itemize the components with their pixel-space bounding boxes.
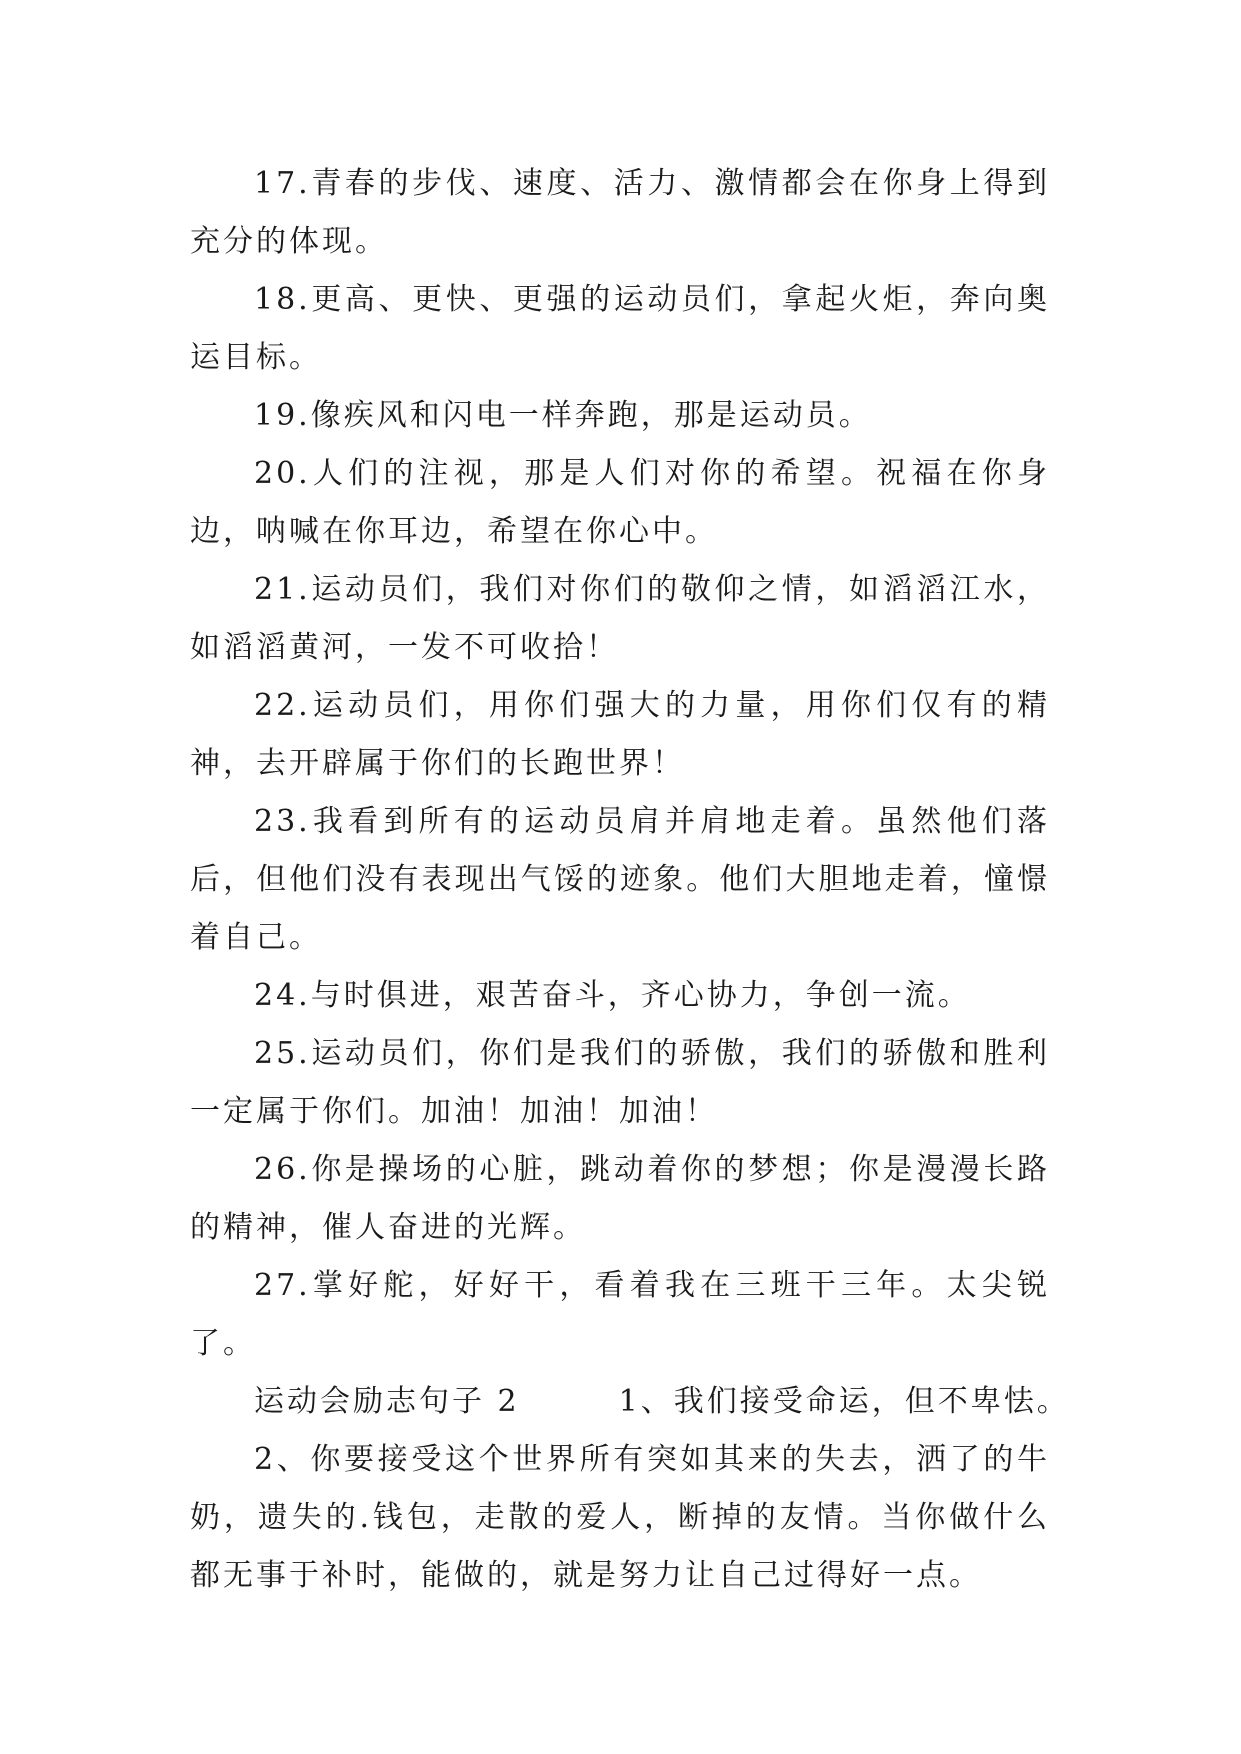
paragraph-17: 17.青春的步伐、速度、活力、激情都会在你身上得到充分的体现。 [190, 166, 1050, 259]
paragraph-20: 20.人们的注视，那是人们对你的希望。祝福在你身边，呐喊在你耳边，希望在你心中。 [190, 456, 1050, 549]
paragraph-2: 2、你要接受这个世界所有突如其来的失去，洒了的牛奶，遗失的.钱包，走散的爱人，断掉的友情。当你做什么都无事于补时，能做的，就是努力让自己过得好一点。 [190, 1442, 1050, 1593]
paragraph-25: 25.运动员们，你们是我们的骄傲，我们的骄傲和胜利一定属于你们。加油！加油！加油！ [190, 1036, 1050, 1129]
paragraph-24: 24.与时俱进，艰苦奋斗，齐心协力，争创一流。 [254, 978, 971, 1013]
paragraph-27: 27.掌好舵，好好干，看着我在三班干三年。太尖锐了。 [190, 1268, 1050, 1361]
document-body [190, 155, 1070, 1605]
paragraph-19: 19.像疾风和闪电一样奔跑，那是运动员。 [254, 398, 872, 433]
section-heading-line: 运动会励志句子 2 1、我们接受命运，但不卑怯。 [254, 1384, 1070, 1419]
paragraph-26: 26.你是操场的心脏，跳动着你的梦想；你是漫漫长路的精神，催人奋进的光辉。 [190, 1152, 1050, 1245]
paragraph-21: 21.运动员们，我们对你们的敬仰之情，如滔滔江水，如滔滔黄河，一发不可收拾！ [190, 572, 1050, 665]
paragraph-18: 18.更高、更快、更强的运动员们，拿起火炬，奔向奥运目标。 [190, 282, 1050, 375]
paragraph-23: 23.我看到所有的运动员肩并肩地走着。虽然他们落后，但他们没有表现出气馁的迹象。他们大胆地走着，憧憬着自己。 [190, 804, 1050, 955]
paragraph-22: 22.运动员们，用你们强大的力量，用你们仅有的精神，去开辟属于你们的长跑世界！ [190, 688, 1050, 781]
